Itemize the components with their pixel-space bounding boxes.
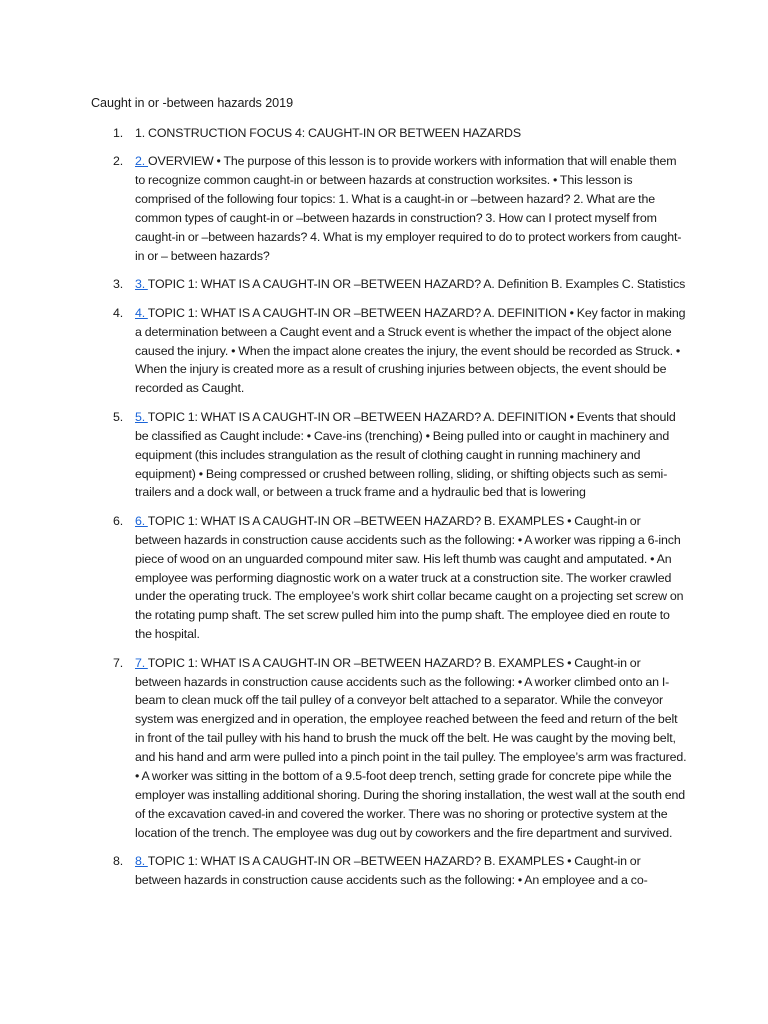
item-number: 5. — [113, 409, 124, 424]
item-text: 1. CONSTRUCTION FOCUS 4: CAUGHT-IN OR BETWEEN HAZARDS — [135, 126, 521, 140]
item-text: TOPIC 1: WHAT IS A CAUGHT-IN OR –BETWEEN HAZARD? B. EXAMPLES • Caught-in or between hazards in construction cause accidents such as the following: • An employee and a co- — [135, 854, 648, 888]
item-text: TOPIC 1: WHAT IS A CAUGHT-IN OR –BETWEEN HAZARD? A. DEFINITION • Events that should be classified as Caught include: • Cave-ins (trenching) • Being pulled into or caught in machinery and equipment (this includes strangulation as the result of clothing caught in running machinery and equipment) • Being compressed or crushed between rolling, sliding, or shifting objects such as semi- trailers and a dock wall, or between a truck frame and a hydraulic bed that is lowering — [135, 409, 676, 500]
item-text: TOPIC 1: WHAT IS A CAUGHT-IN OR –BETWEEN HAZARD? B. EXAMPLES • Caught-in or between hazards in construction cause accidents such as the following: • A worker climbed onto an I-beam to clean muck off the tail pulley of a conveyor belt attached to a separator. While the conveyor system was energized and in operation, the employee reached between the feed and return of the belt in front of the tail pulley with his hand to brush the muck off the belt. He was caught by the moving belt, and his hand and arm were pulled into a pinch point in the tail pulley. The employee’s arm was fractured. • A worker was sitting in the bottom of a 9.5-foot deep trench, setting grade for concrete pipe while the employer was installing additional shoring. During the shoring installation, the west wall at the south end of the excavation caved-in and covered the worker. There was no shoring or protective system at the location of the trench. The employee was dug out by coworkers and the fire department and survived. — [135, 655, 687, 840]
item-link[interactable]: 7. — [135, 655, 148, 670]
item-link[interactable]: 5. — [135, 409, 148, 424]
item-number: 2. — [113, 154, 124, 169]
item-text: TOPIC 1: WHAT IS A CAUGHT-IN OR –BETWEEN HAZARD? A. Definition B. Examples C. Statistics — [147, 277, 686, 292]
item-link[interactable]: 2. — [135, 154, 149, 169]
document-title: Caught in or -between hazards 2019 — [91, 96, 294, 110]
item-link[interactable]: 3. — [135, 277, 148, 292]
list-item — [91, 408, 688, 503]
list-item — [91, 852, 688, 890]
list-item — [91, 654, 688, 843]
item-text: TOPIC 1: WHAT IS A CAUGHT-IN OR –BETWEEN HAZARD? A. DEFINITION • Key factor in making a determination between a Caught event and a Struck event is whether the impact of the object alone caused the injury. • When the impact alone creates the injury, the event should be recorded as Struck. • When the injury is created more as a result of crushing injuries between objects, the event should be recorded as Caught. — [135, 305, 686, 396]
item-text: TOPIC 1: WHAT IS A CAUGHT-IN OR –BETWEEN HAZARD? B. EXAMPLES • Caught-in or between hazards in construction cause accidents such as the following: • A worker was ripping a 6-inch piece of wood on an unguarded compound miter saw. His left thumb was caught and amputated. • An employee was performing diagnostic work on a water truck at a construction site. The worker crawled under the operating truck. The employee’s work shirt collar became caught on a projecting set screw on the rotating pump shaft. The set screw pulled him into the pump shaft. The employee died en route to the hospital. — [135, 513, 684, 642]
item-number: 1. — [113, 126, 124, 140]
item-link[interactable]: 6. — [135, 513, 148, 528]
item-number: 7. — [113, 655, 124, 670]
item-link[interactable]: 8. — [135, 854, 148, 869]
item-list — [91, 124, 688, 890]
list-item — [91, 304, 688, 399]
list-item — [91, 275, 688, 294]
item-number: 6. — [113, 513, 124, 528]
list-item — [91, 152, 688, 265]
list-item — [91, 512, 688, 644]
item-number: 4. — [113, 305, 124, 320]
item-number: 3. — [113, 277, 124, 292]
list-item — [91, 124, 688, 143]
item-link[interactable]: 4. — [135, 305, 148, 320]
item-text: OVERVIEW • The purpose of this lesson is to provide workers with information that will enable them to recognize common caught-in or between hazards at construction worksites. • This lesson is comprised of the following four topics: 1. What is a caught-in or –between hazard? 2. What are the common types of caught-in or –between hazards in construction? 3. How can I protect myself from caught-in or –between hazards? 4. What is my employer required to do to protect workers from caught-in or – between hazards? — [135, 154, 682, 263]
item-number: 8. — [113, 854, 124, 869]
